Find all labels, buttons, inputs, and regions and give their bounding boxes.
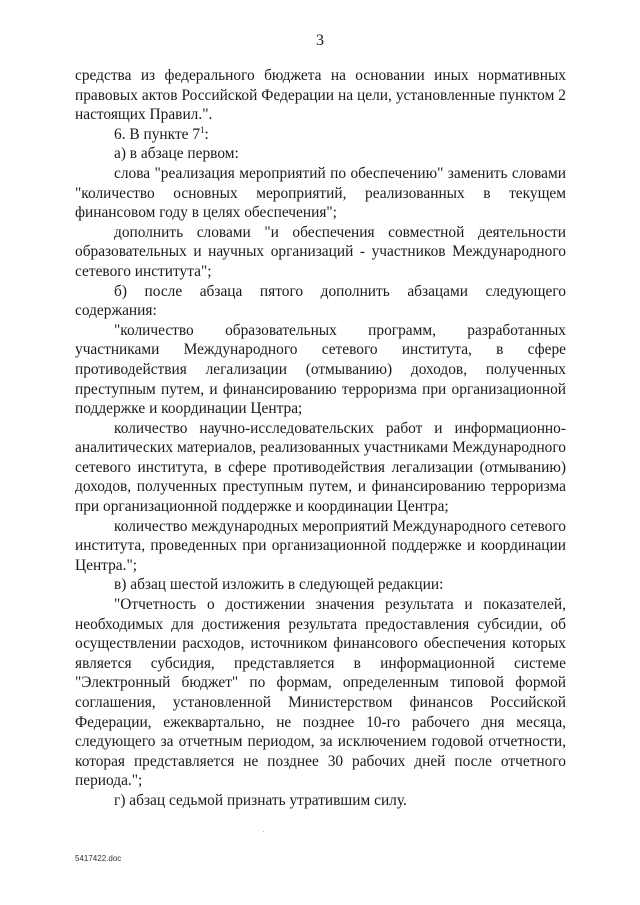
item-6-superscript: 1 (200, 124, 205, 135)
paragraph-quote-1: "количество образовательных программ, разработанных участниками Международного сетевого института, в сфере противодействия легализации (отмыванию) доходов, полученных преступным путем, и финансированию терроризма при организационной поддержке и координации Центра; (75, 321, 566, 418)
paragraph-subitem-v: в) абзац шестой изложить в следующей редакции: (114, 576, 444, 594)
paragraph-item-6 (75, 125, 566, 145)
paragraph-quote-3: количество международных мероприятий Международного сетевого института, проведенных при организационной поддержке и координации Центра."; (75, 517, 566, 574)
paragraph-add-words: дополнить словами "и обеспечения совместной деятельности образовательных и научных организаций - участников Международного сетевого института"; (75, 223, 566, 280)
page-number: 3 (316, 32, 324, 49)
paragraph-replace-words: слова "реализация мероприятий по обеспечению" заменить словами "количество основных мероприятий, реализованных в текущем финансовом году в целях обеспечения"; (75, 164, 566, 222)
item-6-text: 6. В пункте 7 (114, 125, 201, 143)
footer-file-name: 5417422.doc (75, 854, 122, 863)
paragraph-subitem-g: г) абзац седьмой признать утратившим силу. (114, 791, 407, 809)
document-body (75, 66, 566, 811)
paragraph-subitem-b: б) после абзаца пятого дополнить абзацами следующего содержания: (75, 282, 566, 320)
paragraph-subitem-a: а) в абзаце первом: (114, 145, 239, 163)
paragraph-reporting: "Отчетность о достижении значения результата и показателей, необходимых для достижения результата предоставления субсидии, об осуществлении расходов, источником финансового обеспечения которых является субсидия, представляется в информационной системе "Электронный бюджет" по формам, определенным типовой формой соглашения, установленной Министерством финансов Российской Федерации, ежеквартально, не позднее 10-го рабочего дня месяца, следующего за отчетным периодом, за исключением годовой отчетности, которая представляется не позднее 30 рабочих дней после отчетного периода."; (75, 596, 566, 790)
paragraph-continuation: средства из федерального бюджета на основании иных нормативных правовых актов Российской Федерации на цели, установленные пунктом 2 настоящих Правил.". (75, 67, 566, 124)
item-6-tail: : (204, 125, 209, 143)
scan-speck (263, 831, 264, 832)
paragraph-quote-2: количество научно-исследовательских работ и информационно-аналитических материалов, реализованных участниками Международного сетевого института, в сфере противодействия легализации (отмыванию) доходов, полученных преступным путем, и финансированию терроризма при организационной поддержке и координации Центра; (75, 419, 566, 516)
